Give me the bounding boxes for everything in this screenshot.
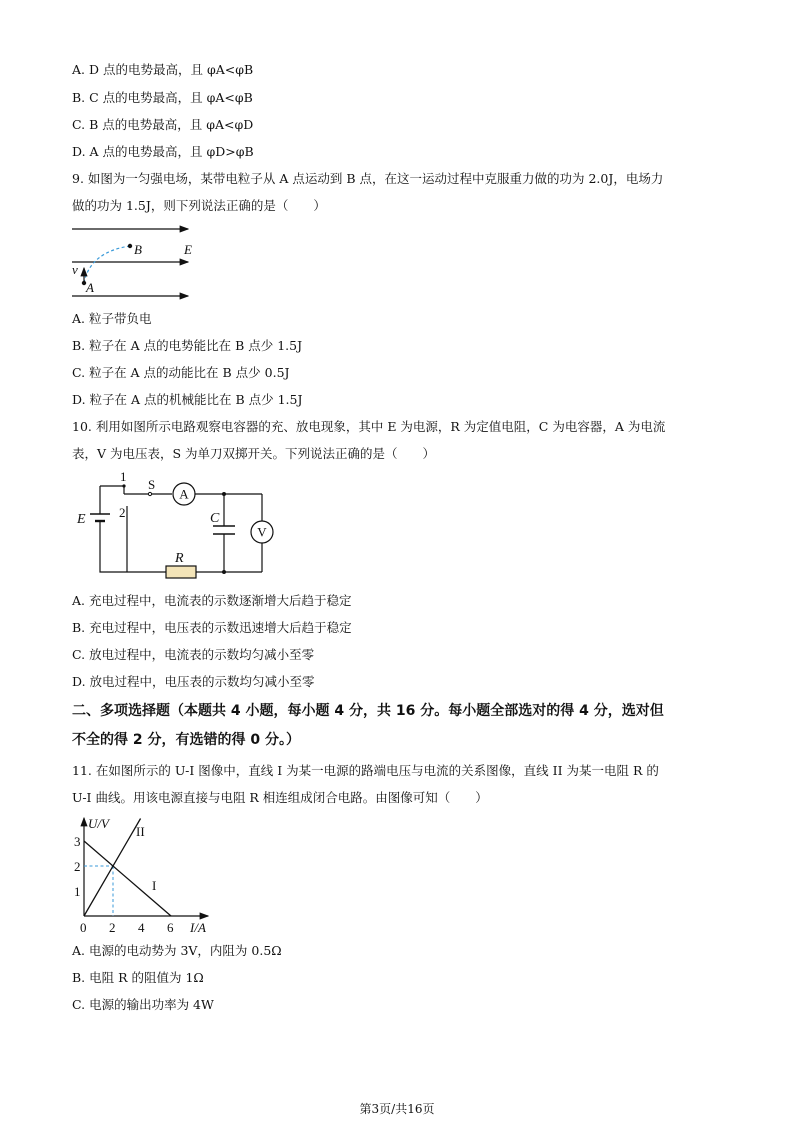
- q11-stem-line1: 11. 在如图所示的 U-I 图像中，直线 I 为某一电源的路端电压与电流的关系图像，直线 II 为某一电阻 R 的: [72, 763, 659, 778]
- q10-option-d: D. 放电过程中，电压表的示数均匀减小至零: [72, 674, 315, 689]
- label-terminal-2: 2: [119, 505, 126, 520]
- q8-option-d: D. A 点的电势最高，且 φD>φB: [72, 144, 254, 159]
- q9-electric-field-figure: [68, 220, 198, 304]
- y-tick-3: 3: [74, 834, 81, 849]
- q11-ui-graph: [70, 812, 230, 936]
- q10-option-b: B. 充电过程中，电压表的示数迅速增大后趋于稳定: [72, 620, 352, 635]
- label-switch-s: S: [148, 477, 156, 492]
- x-tick-6: 6: [167, 920, 174, 935]
- section-2-heading-line2: 不全的得 2 分，有选错的得 0 分。）: [72, 732, 300, 748]
- q8-option-c: C. B 点的电势最高，且 φA<φD: [72, 117, 254, 132]
- label-terminal-1: 1: [120, 469, 127, 484]
- q9-stem-line1: 9. 如图为一匀强电场，某带电粒子从 A 点运动到 B 点，在这一运动过程中克服重力做的功为 2.0J，电场力: [72, 171, 664, 186]
- q9-option-c: C. 粒子在 A 点的动能比在 B 点少 0.5J: [72, 365, 290, 380]
- q11-stem-line2: U-I 曲线。用该电源直接与电阻 R 相连组成闭合电路。由图像可知（ ）: [72, 790, 488, 805]
- terminal-1-dot: [122, 484, 125, 487]
- q11-option-c: C. 电源的输出功率为 4W: [72, 997, 214, 1012]
- x-tick-4: 4: [138, 920, 145, 935]
- page-footer: 第3页/共16页: [359, 1102, 435, 1116]
- q10-option-c: C. 放电过程中，电流表的示数均匀减小至零: [72, 647, 315, 662]
- q9-option-d: D. 粒子在 A 点的机械能比在 B 点少 1.5J: [72, 392, 303, 407]
- label-a: A: [86, 280, 94, 295]
- q8-option-b: B. C 点的电势最高，且 φA<φB: [72, 90, 253, 105]
- q10-stem-line1: 10. 利用如图所示电路观察电容器的充、放电现象，其中 E 为电源，R 为定值电阻，C 为电容器，A 为电流: [72, 419, 666, 434]
- x-tick-2: 2: [109, 920, 116, 935]
- particle-trajectory: [84, 246, 130, 283]
- line-i-label: I: [152, 878, 157, 893]
- point-b-dot: [128, 244, 132, 248]
- voltmeter-label: V: [257, 524, 267, 540]
- q10-stem-line2: 表，V 为电压表，S 为单刀双掷开关。下列说法正确的是（ ）: [72, 446, 436, 461]
- q8-option-a: A. D 点的电势最高，且 φA<φB: [72, 62, 254, 77]
- q9-option-b: B. 粒子在 A 点的电势能比在 B 点少 1.5J: [72, 338, 303, 353]
- junction-bottom: [222, 570, 226, 574]
- label-source-e: E: [77, 512, 86, 527]
- ammeter-label: A: [179, 486, 189, 502]
- y-axis-label: U/V: [88, 816, 109, 831]
- y-tick-1: 1: [74, 884, 81, 899]
- label-capacitor-c: C: [210, 511, 220, 526]
- wire-left-bottom: [100, 521, 166, 572]
- q9-stem-line2: 做的功为 1.5J，则下列说法正确的是（ ）: [72, 198, 326, 213]
- line-i-source: [84, 841, 171, 916]
- label-resistor-r: R: [175, 551, 184, 566]
- x-axis-label: I/A: [190, 920, 206, 935]
- junction-top: [222, 492, 226, 496]
- line-ii-resistor: [84, 819, 141, 917]
- section-2-heading-line1: 二、多项选择题（本题共 4 小题，每小题 4 分，共 16 分。每小题全部选对的得 4 分，选对但: [72, 703, 664, 719]
- q10-circuit-diagram: [70, 466, 280, 584]
- q10-option-a: A. 充电过程中，电流表的示数逐渐增大后趋于稳定: [72, 593, 352, 608]
- q11-option-b: B. 电阻 R 的阻值为 1Ω: [72, 970, 204, 985]
- q9-option-a: A. 粒子带负电: [72, 311, 152, 326]
- switch-pivot: [148, 492, 151, 495]
- x-tick-0: 0: [80, 920, 87, 935]
- q11-option-a: A. 电源的电动势为 3V，内阻为 0.5Ω: [72, 943, 282, 958]
- label-e: E: [184, 242, 192, 257]
- line-ii-label: II: [136, 824, 145, 839]
- resistor-icon: [166, 566, 196, 578]
- y-tick-2: 2: [74, 859, 81, 874]
- label-b: B: [134, 242, 142, 257]
- label-v: v: [72, 262, 78, 277]
